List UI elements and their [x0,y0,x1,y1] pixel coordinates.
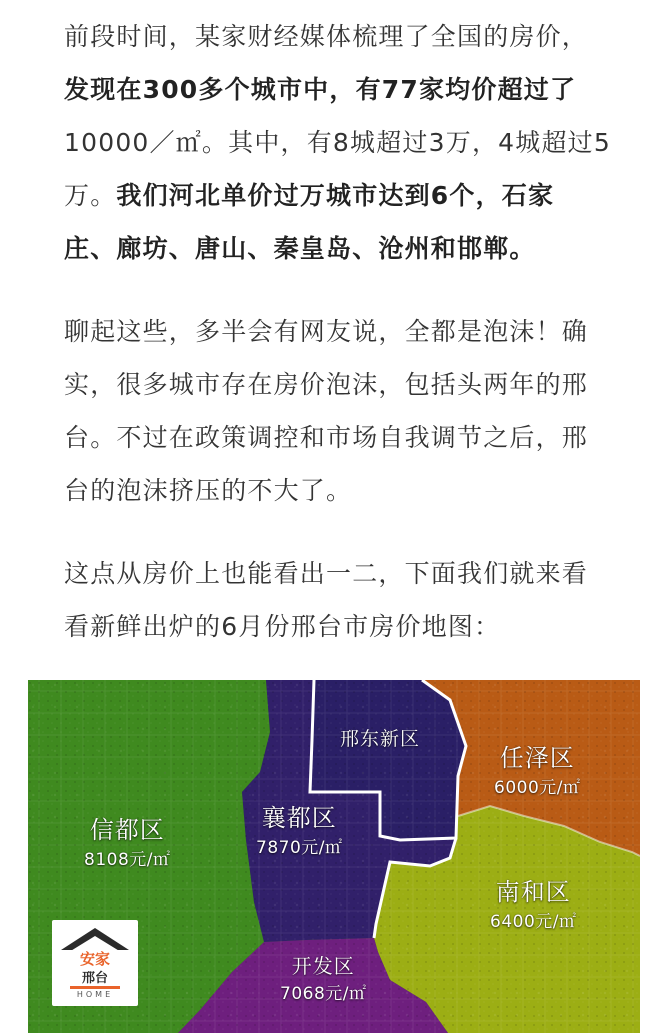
district-name: 襄都区 [261,804,337,832]
p1-line1: 前段时间，某家财经媒体梳理了全国的房价， [64,22,589,51]
p2-line2: 实，很多城市存在房价泡沫，包括头两年的邢 [64,370,589,399]
p2-line3: 台。不过在政策调控和市场自我调节之后，邢 [64,423,589,452]
label-xindu [84,810,171,870]
district-name: 南和区 [495,878,571,906]
district-name: 任泽区 [499,744,575,772]
label-xingdong [340,724,420,751]
district-price: 7870元/㎡ [256,838,343,858]
p3-line1: 这点从房价上也能看出一二，下面我们就来看 [64,559,589,588]
paragraph-3 [64,547,612,653]
district-price: 8108元/㎡ [84,850,171,870]
paragraph-2 [64,305,612,517]
label-xiangdu [256,798,343,858]
logo-line1: 安家 [79,950,110,968]
p1-line5-bold: 庄、廊坊、唐山、秦皇岛、沧州和邯郸。 [64,234,536,263]
label-renze [494,738,581,798]
p3-line2: 看新鲜出炉的6月份邢台市房价地图： [64,612,501,641]
logo-line3: HOME [76,990,114,999]
p1-line3: 10000／㎡。其中，有8城超过3万，4城超过5 [64,128,611,157]
district-name: 邢东新区 [340,728,421,750]
p1-line4: 万。 [64,181,117,210]
paragraph-1 [64,10,612,275]
district-price: 6400元/㎡ [490,912,577,932]
p1-line4-bold: 我们河北单价过万城市达到6个，石家 [116,181,555,210]
anjia-xingtai-logo [52,920,138,1006]
p2-line4: 台的泡沫挤压的不大了。 [64,476,353,505]
district-name: 信都区 [89,816,165,844]
logo-line2: 邢台 [81,971,108,986]
article-body [64,10,612,683]
district-name: 开发区 [291,954,355,978]
district-price: 6000元/㎡ [494,778,581,798]
p1-line2-bold: 发现在300多个城市中，有77家均价超过了 [64,75,577,104]
label-kaifa [280,950,367,1004]
district-price: 7068元/㎡ [280,984,367,1004]
p2-line1: 聊起这些，多半会有网友说，全都是泡沫！确 [64,317,589,346]
label-nanhe [490,872,577,932]
housing-price-map[interactable] [28,680,640,1033]
